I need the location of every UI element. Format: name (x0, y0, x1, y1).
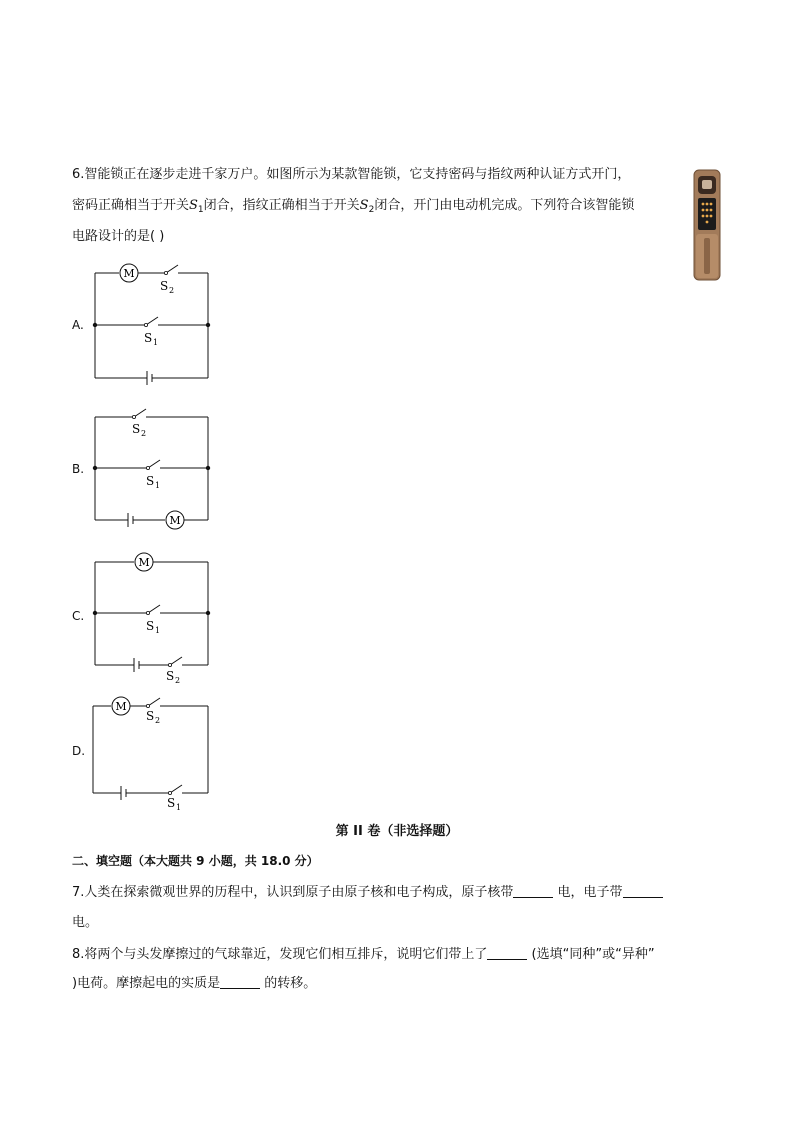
s1-label: S (167, 796, 176, 810)
motor-label: M (123, 267, 135, 280)
q6-text: 密码正确相当于开关 (72, 198, 190, 213)
q6-text: 闭合，开门由电动机完成。下列符合该智能锁 (374, 198, 635, 213)
motor-label: M (115, 700, 127, 713)
s1-label: S (146, 619, 155, 633)
motor-label: M (138, 556, 150, 569)
option-a-label[interactable]: A. (72, 318, 84, 332)
question-8-line-2 (72, 975, 316, 993)
answer-blank[interactable] (513, 885, 553, 898)
switch-symbol: S (359, 198, 369, 213)
circuit-diagram-a (88, 262, 218, 386)
question-8-line-1 (72, 946, 655, 964)
circuit-diagram-c (88, 549, 218, 683)
circuit-diagram-b (88, 404, 218, 530)
q8-text: )电荷。摩擦起电的实质是 (72, 976, 221, 991)
s1-label: S (146, 474, 155, 488)
s2-subscript: 2 (155, 716, 161, 725)
q7-text: 7.人类在探索微观世界的历程中，认识到原子由原子核和电子构成，原子核带 (72, 885, 514, 900)
option-d-label[interactable]: D. (72, 744, 86, 758)
s2-subscript: 2 (169, 286, 175, 295)
s1-subscript: 1 (155, 481, 161, 490)
answer-blank[interactable] (487, 947, 527, 960)
q8-text: (选填“同种”或“异种” (531, 947, 655, 962)
s1-subscript: 1 (153, 338, 159, 347)
question-7-line-2: 电。 (72, 915, 99, 930)
q6-text: 闭合，指纹正确相当于开关 (203, 198, 360, 213)
switch-symbol: S (189, 198, 198, 213)
q7-text: 电，电子带 (557, 885, 623, 900)
question-7-line-1 (72, 884, 663, 902)
smart-lock-image (692, 168, 724, 284)
s2-label: S (166, 669, 175, 683)
question-6-line-3: 电路设计的是( ) (72, 229, 165, 244)
s1-subscript: 1 (176, 803, 182, 812)
circuit-diagram-d (86, 694, 216, 812)
section-title: 第 II 卷（非选择题） (335, 824, 459, 839)
s2-subscript: 2 (175, 676, 181, 683)
s2-label: S (146, 709, 155, 723)
q8-text: 8.将两个与头发摩擦过的气球靠近，发现它们相互排斥，说明它们带上了 (72, 947, 488, 962)
motor-label: M (169, 514, 181, 527)
switch-subscript: 1 (197, 205, 204, 215)
answer-blank[interactable] (220, 976, 260, 989)
q8-text: 的转移。 (264, 976, 317, 991)
s1-subscript: 1 (155, 626, 161, 635)
s1-label: S (144, 331, 153, 345)
question-6-line-2 (72, 197, 634, 219)
s2-label: S (160, 279, 169, 293)
option-c-label[interactable]: C. (72, 609, 85, 623)
answer-blank[interactable] (623, 885, 663, 898)
s2-label: S (132, 422, 141, 436)
s2-subscript: 2 (141, 429, 147, 438)
option-b-label[interactable]: B. (72, 462, 85, 476)
question-6-line-1: 6.智能锁正在逐步走进千家万户。如图所示为某款智能锁，它支持密码与指纹两种认证方式开门， (72, 167, 631, 182)
section-heading: 二、填空题（本大题共 9 小题，共 18.0 分） (72, 854, 319, 868)
switch-subscript: 2 (368, 205, 375, 215)
